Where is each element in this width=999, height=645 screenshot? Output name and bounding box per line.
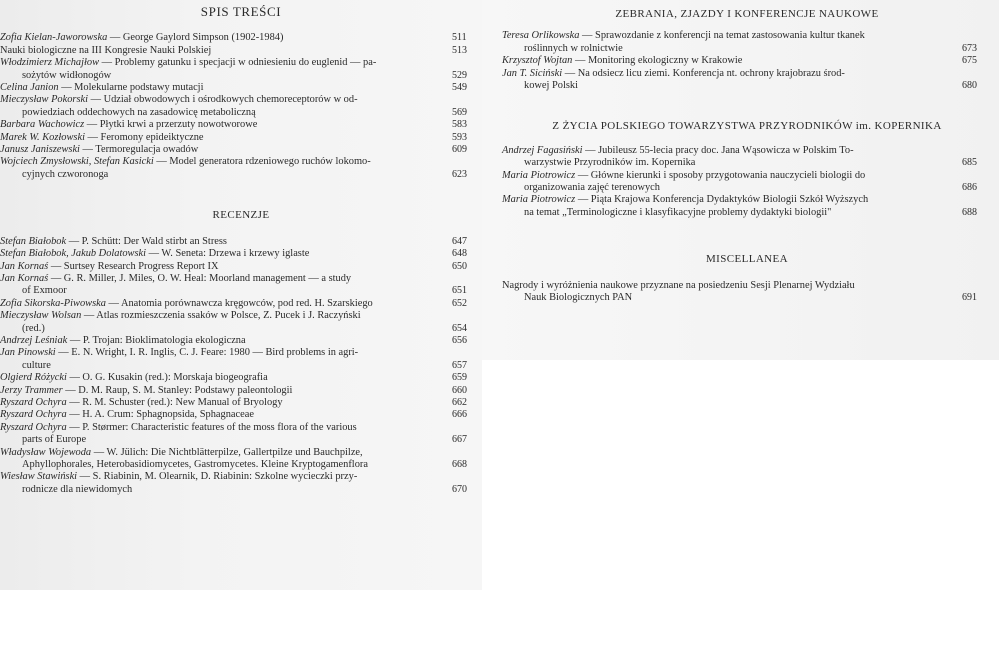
toc-entry-line <box>502 194 958 206</box>
toc-title-continuation: (red.) <box>22 322 45 334</box>
toc-entry-line <box>502 280 958 292</box>
toc-page-number: 657 <box>452 359 467 371</box>
toc-title-continuation: roślinnych w rolnictwie <box>524 42 623 54</box>
toc-page-number: 680 <box>962 80 977 92</box>
toc-page-number: 656 <box>452 334 467 346</box>
toc-author: Stefan Białobok <box>0 235 67 247</box>
toc-title: — Jubileusz 55-lecia pracy doc. Jana Wąsowicza w Polskim To- <box>582 144 854 156</box>
toc-title: — O. G. Kusakin (red.): Morskaja biogeografia <box>66 372 268 384</box>
toc-page-number: 609 <box>452 144 467 156</box>
toc-page-number: 685 <box>962 157 977 169</box>
toc-entry-line <box>0 132 448 144</box>
toc-title: — Piąta Krajowa Konferencja Dydaktyków Biologii Szkół Wyższych <box>575 194 869 206</box>
toc-entry <box>0 156 482 181</box>
toc-entry-line <box>502 170 958 182</box>
toc-entry-line <box>0 409 448 421</box>
toc-entry-line <box>502 30 958 42</box>
toc-entry <box>0 45 482 57</box>
toc-page-number: 686 <box>962 182 977 194</box>
recenzje-heading: RECENZJE <box>212 209 270 222</box>
toc-entry <box>0 471 482 496</box>
toc-entry <box>502 30 992 55</box>
toc-author: Włodzimierz Michajłow <box>0 57 99 69</box>
toc-entry-line <box>0 236 448 248</box>
toc-author: Olgierd Różycki <box>0 372 67 384</box>
toc-author: Jan Kornaś <box>0 272 49 284</box>
toc-entry-line <box>0 335 448 347</box>
toc-title: — Feromony epideiktyczne <box>84 131 204 143</box>
toc-entry <box>0 57 482 82</box>
toc-entry-line <box>0 57 448 69</box>
toc-page-number: 511 <box>452 32 467 44</box>
toc-author: Celina Janion <box>0 82 59 94</box>
toc-entry <box>0 261 482 273</box>
spis-tresci-heading: SPIS TREŚCI <box>200 4 282 19</box>
toc-entry-line <box>0 45 448 57</box>
toc-entry-line <box>502 145 958 157</box>
toc-page-number: 647 <box>452 235 467 247</box>
toc-entry <box>0 422 482 447</box>
toc-entry <box>0 248 482 260</box>
toc-author: Mieczysław Pokorski <box>0 94 89 106</box>
toc-entry-line <box>0 32 448 44</box>
toc-entry <box>0 298 482 310</box>
toc-entry <box>0 236 482 248</box>
toc-author: Teresa Orlikowska <box>502 30 580 42</box>
toc-entry <box>0 273 482 298</box>
toc-entry-line <box>502 55 958 67</box>
toc-entry-line <box>0 298 448 310</box>
toc-author: Zofia Kielan-Jaworowska <box>0 32 108 44</box>
toc-page-number: 668 <box>452 459 467 470</box>
toc-entry-line <box>0 310 448 322</box>
toc-title: Nauki biologiczne na III Kongresie Nauki Polskiej <box>0 44 212 56</box>
toc-title: — Na odsiecz licu ziemi. Konferencja nt. ochrony krajobrazu środ- <box>562 67 845 79</box>
toc-title: — Monitoring ekologiczny w Krakowie <box>572 55 743 67</box>
toc-entry <box>502 280 992 305</box>
toc-author: Andrzej Leśniak <box>0 334 68 346</box>
toc-author: Andrzej Fagasiński <box>502 144 583 156</box>
toc-author: Maria Piotrowicz <box>502 194 576 206</box>
toc-author: Ryszard Ochyra <box>0 409 67 421</box>
toc-author: Ryszard Ochyra <box>0 421 67 433</box>
toc-title: — Molekularne podstawy mutacji <box>58 82 204 94</box>
toc-page-number: 549 <box>452 82 467 94</box>
toc-title-continuation: Nauk Biologicznych PAN <box>524 292 633 304</box>
toc-entry <box>0 385 482 397</box>
toc-entry-line <box>0 144 448 156</box>
toc-title-continuation: parts of Europe <box>22 434 87 446</box>
toc-entry <box>0 119 482 131</box>
toc-page-number: 648 <box>452 248 467 260</box>
toc-entry <box>502 68 992 93</box>
toc-page-number: 529 <box>452 69 467 81</box>
toc-title: — E. N. Wright, I. R. Inglis, C. J. Feare: 1980 — Bird problems in agri- <box>55 347 359 359</box>
toc-title: — George Gaylord Simpson (1902-1984) <box>107 32 284 44</box>
toc-title: — Anatomia porównawcza kręgowców, pod red. H. Szarskiego <box>105 297 373 309</box>
toc-entry <box>502 170 992 195</box>
right-column <box>502 0 992 305</box>
toc-author: Stefan Białobok, Jakub Dolatowski <box>0 248 147 260</box>
toc-title-continuation: cyjnych czworonoga <box>22 168 109 180</box>
toc-page-number: 593 <box>452 131 467 143</box>
toc-author: Jan Pinowski <box>0 347 56 359</box>
recenzje-list <box>0 236 482 497</box>
toc-entry <box>502 194 992 219</box>
toc-page-number: 623 <box>452 168 467 180</box>
toc-entry <box>0 310 482 335</box>
toc-title: — P. Schütt: Der Wald stirbt an Stress <box>66 235 227 247</box>
toc-entry <box>502 55 992 67</box>
toc-page-number: 650 <box>452 260 467 272</box>
toc-title: — P. Trojan: Bioklimatologia ekologiczna <box>67 334 246 346</box>
toc-author: Marek W. Kozłowski <box>0 131 85 143</box>
toc-title: — Udział obwodowych i ośrodkowych chemoreceptorów w od- <box>88 94 358 106</box>
toc-author: Zofia Sikorska-Piwowska <box>0 297 106 309</box>
toc-title: — Płytki krwi a przerzuty nowotworowe <box>84 119 258 131</box>
toc-entry <box>0 32 482 44</box>
toc-author: Jan T. Siciński <box>502 67 563 79</box>
toc-title: — D. M. Raup, S. M. Stanley: Podstawy paleontologii <box>62 384 293 396</box>
toc-page-number: 513 <box>452 44 467 56</box>
toc-title: — Główne kierunki i sposoby przygotowania nauczycieli biologii do <box>575 169 866 181</box>
toc-page-number: 654 <box>452 322 467 334</box>
zebrania-heading: ZEBRANIA, ZJAZDY I KONFERENCJE NAUKOWE <box>615 8 879 20</box>
toc-title: — Termoregulacja owadów <box>79 144 199 156</box>
toc-page-number: 659 <box>452 372 467 384</box>
toc-title-continuation: Aphyllophorales, Heterobasidiomycetes, Gastromycetes. Kleine Kryptogamenflora <box>22 459 368 470</box>
toc-entry <box>0 94 482 119</box>
toc-title-continuation: warzystwie Przyrodników im. Kopernika <box>524 157 696 169</box>
toc-author: Barbara Wachowicz <box>0 119 85 131</box>
toc-title: — Sprawozdanie z konferencji na temat zastosowania kultur tkanek <box>579 30 865 42</box>
toc-title-continuation: of Exmoor <box>22 285 67 297</box>
toc-entry <box>0 372 482 384</box>
toc-title: — P. Størmer: Characteristic features of the moss flora of the various <box>66 421 357 433</box>
toc-title: — Atlas rozmieszczenia ssaków w Polsce, Z. Pucek i J. Raczyński <box>81 310 361 322</box>
toc-author: Krzysztof Wojtan <box>502 55 573 67</box>
toc-title: — R. M. Schuster (red.): New Manual of Bryology <box>66 396 283 408</box>
toc-entry-line <box>0 261 448 273</box>
toc-author: Władysław Wojewoda <box>0 446 92 458</box>
toc-entry <box>0 144 482 156</box>
toc-page-number: 660 <box>452 384 467 396</box>
toc-entry <box>502 145 992 170</box>
toc-page-number: 666 <box>452 409 467 421</box>
toc-page-number: 569 <box>452 106 467 118</box>
toc-page-number: 675 <box>962 55 977 67</box>
toc-entry <box>0 397 482 409</box>
toc-page-number: 688 <box>962 206 977 218</box>
toc-entry-line <box>0 119 448 131</box>
toc-entry <box>0 335 482 347</box>
toc-title: — W. Seneta: Drzewa i krzewy iglaste <box>146 248 310 260</box>
toc-entry-line <box>0 94 448 106</box>
toc-entry-line <box>0 447 448 459</box>
toc-entry-line <box>0 372 448 384</box>
toc-entry-line <box>0 82 448 94</box>
toc-title-continuation: powiedziach oddechowych na zasadowicę metaboliczną <box>22 106 256 118</box>
toc-author: Jan Kornaś <box>0 260 49 272</box>
toc-author: Jerzy Trammer <box>0 384 63 396</box>
toc-title-continuation: kowej Polski <box>524 80 578 92</box>
toc-page-number: 667 <box>452 434 467 446</box>
toc-page-number: 583 <box>452 119 467 131</box>
toc-page-number: 651 <box>452 285 467 297</box>
toc-author: Mieczysław Wolsan <box>0 310 82 322</box>
spis-list <box>0 32 482 181</box>
toc-entry-line <box>0 248 448 260</box>
toc-title: — Problemy gatunku i specjacji w odniesieniu do euglenid — pa- <box>99 57 377 69</box>
toc-title-continuation: organizowania zajęć terenowych <box>524 182 660 194</box>
toc-page-number: 652 <box>452 297 467 309</box>
toc-title: — G. R. Miller, J. Miles, O. W. Heal: Moorland management — a study <box>48 272 352 284</box>
zycia-heading: Z ŻYCIA POLSKIEGO TOWARZYSTWA PRZYRODNIKÓW im. KOPERNIKA <box>552 120 942 133</box>
toc-author: Maria Piotrowicz <box>502 169 576 181</box>
toc-entry <box>0 409 482 421</box>
toc-title: — H. A. Crum: Sphagnopsida, Sphagnaceae <box>66 409 254 421</box>
toc-entry-line <box>0 156 448 168</box>
toc-entry-line <box>0 273 448 285</box>
miscellanea-heading: MISCELLANEA <box>705 253 788 266</box>
toc-page-number: 662 <box>452 396 467 408</box>
toc-entry-line <box>502 68 958 80</box>
toc-title: — Surtsey Research Progress Report IX <box>48 260 219 272</box>
toc-entry-line <box>0 471 448 483</box>
left-column <box>0 0 482 496</box>
toc-entry-line <box>0 347 448 359</box>
toc-author: Janusz Janiszewski <box>0 144 80 156</box>
toc-title-continuation: na temat „Terminologiczne i klasyfikacyjne problemy dydaktyki biologii" <box>524 206 832 218</box>
toc-title: Nagrody i wyróżnienia naukowe przyznane na posiedzeniu Sesji Plenarnej Wydziału <box>502 279 855 291</box>
toc-entry-line <box>0 385 448 397</box>
toc-entry <box>0 347 482 372</box>
toc-entry <box>0 447 482 472</box>
toc-entry <box>0 82 482 94</box>
toc-entry-line <box>0 397 448 409</box>
toc-entry-line <box>0 422 448 434</box>
toc-author: Wiesław Stawiński <box>0 471 78 483</box>
toc-author: Wojciech Zmysłowski, Stefan Kasicki <box>0 156 154 168</box>
zycia-list <box>502 145 992 219</box>
toc-page-number: 673 <box>962 42 977 54</box>
toc-title-continuation: rodnicze dla niewidomych <box>22 483 133 495</box>
zebrania-list <box>502 30 992 92</box>
toc-title-continuation: culture <box>22 359 51 371</box>
toc-entry <box>0 132 482 144</box>
toc-title: — S. Riabinin, M. Olearnik, D. Riabinin: Szkolne wycieczki przy- <box>77 471 358 483</box>
toc-page-number: 691 <box>962 292 977 304</box>
toc-title: — W. Jülich: Die Nichtblätterpilze, Gallertpilze und Bauchpilze, <box>91 446 363 458</box>
toc-author: Ryszard Ochyra <box>0 396 67 408</box>
toc-page-number: 670 <box>452 483 467 495</box>
miscellanea-list <box>502 280 992 305</box>
toc-title-continuation: sożytów widłonogów <box>22 69 112 81</box>
toc-title: — Model generatora rdzeniowego ruchów lokomo- <box>153 156 371 168</box>
